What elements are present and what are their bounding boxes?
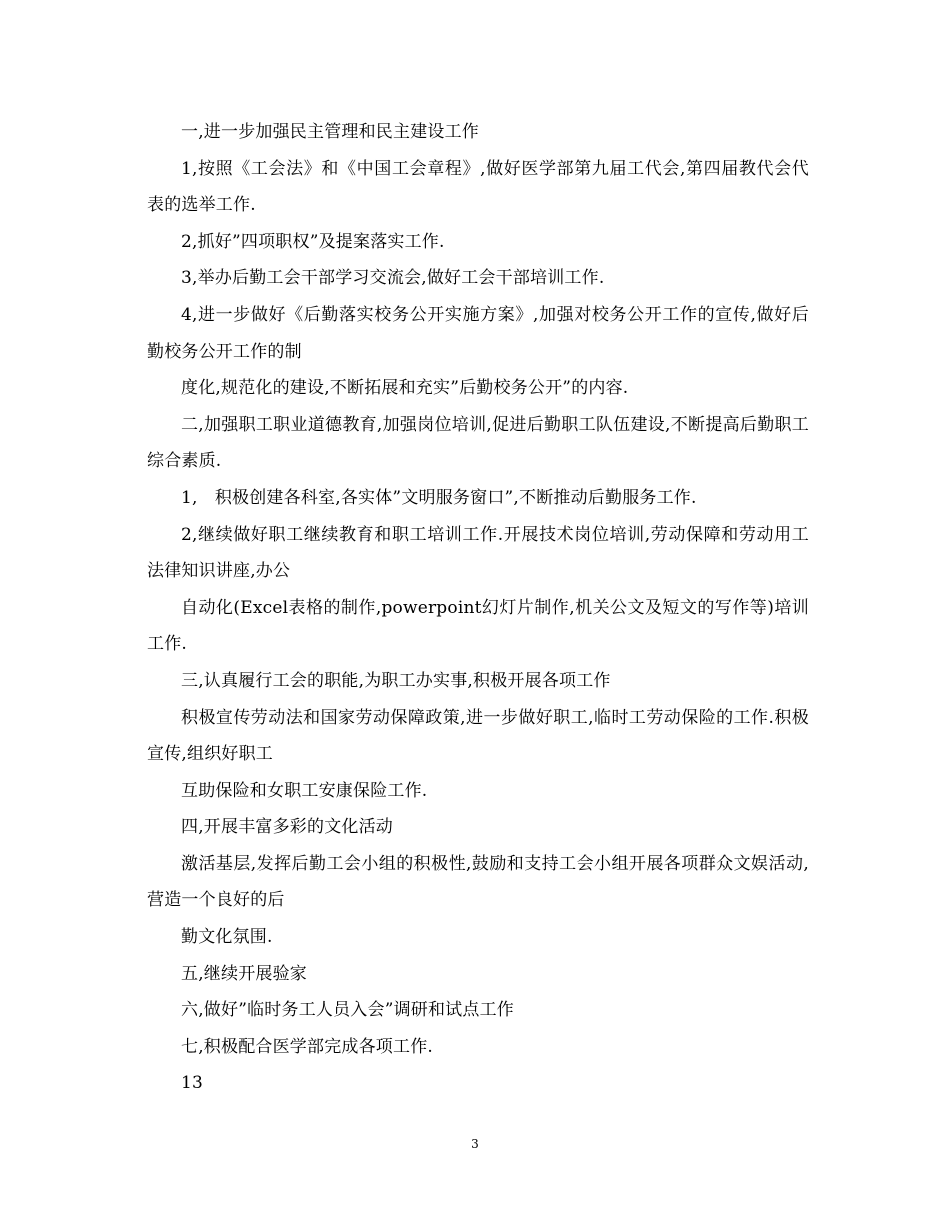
paragraph-section-3-continued: 互助保险和女职工安康保险工作. bbox=[181, 780, 428, 801]
trailing-number: 13 bbox=[181, 1073, 204, 1094]
paragraph-item-1-3: 3,举办后勤工会干部学习交流会,做好工会干部培训工作. bbox=[181, 268, 605, 289]
paragraph-item-1-4: 4,进一步做好《后勤落实校务公开实施方案》,加强对校务公开工作的宣传,做好后勤校务公开工作的制 bbox=[147, 304, 809, 362]
paragraph-item-1-1: 1,按照《工会法》和《中国工会章程》,做好医学部第九届工代会,第四届教代会代表的选举工作. bbox=[147, 158, 809, 216]
heading-section-4: 四,开展丰富多彩的文化活动 bbox=[181, 817, 394, 838]
paragraph-section-3-body: 积极宣传劳动法和国家劳动保障政策,进一步做好职工,临时工劳动保险的工作.积极宣传,组织好职工 bbox=[147, 707, 809, 765]
page-number: 3 bbox=[471, 1137, 479, 1151]
paragraph-item-2-1: 1, 积极创建各科室,各实体”文明服务窗口”,不断推动后勤服务工作. bbox=[181, 487, 697, 508]
heading-section-3: 三,认真履行工会的职能,为职工办实事,积极开展各项工作 bbox=[181, 670, 611, 691]
paragraph-section-4-continued: 勤文化氛围. bbox=[181, 927, 273, 948]
heading-section-7: 七,积极配合医学部完成各项工作. bbox=[181, 1036, 434, 1057]
paragraph-section-4-body: 激活基层,发挥后勤工会小组的积极性,鼓励和支持工会小组开展各项群众文娱活动,营造一个良好的后 bbox=[147, 853, 809, 911]
heading-section-5: 五,继续开展验家 bbox=[181, 963, 308, 984]
heading-section-1: 一,进一步加强民主管理和民主建设工作 bbox=[181, 122, 480, 142]
paragraph-item-2-2-continued: 自动化(Excel表格的制作,powerpoint幻灯片制作,机关公文及短文的写作等)培训工作. bbox=[147, 597, 809, 655]
paragraph-item-2-2: 2,继续做好职工继续教育和职工培训工作.开展技术岗位培训,劳动保障和劳动用工法律知识讲座,办公 bbox=[147, 524, 809, 582]
paragraph-item-1-2: 2,抓好”四项职权”及提案落实工作. bbox=[181, 231, 445, 252]
heading-section-6: 六,做好”临时务工人员入会”调研和试点工作 bbox=[181, 1000, 514, 1021]
heading-section-2: 二,加强职工职业道德教育,加强岗位培训,促进后勤职工队伍建设,不断提高后勤职工综合素质. bbox=[147, 414, 809, 472]
paragraph-item-1-4-continued: 度化,规范化的建设,不断拓展和充实”后勤校务公开”的内容. bbox=[181, 378, 629, 399]
document-body bbox=[147, 114, 809, 1102]
